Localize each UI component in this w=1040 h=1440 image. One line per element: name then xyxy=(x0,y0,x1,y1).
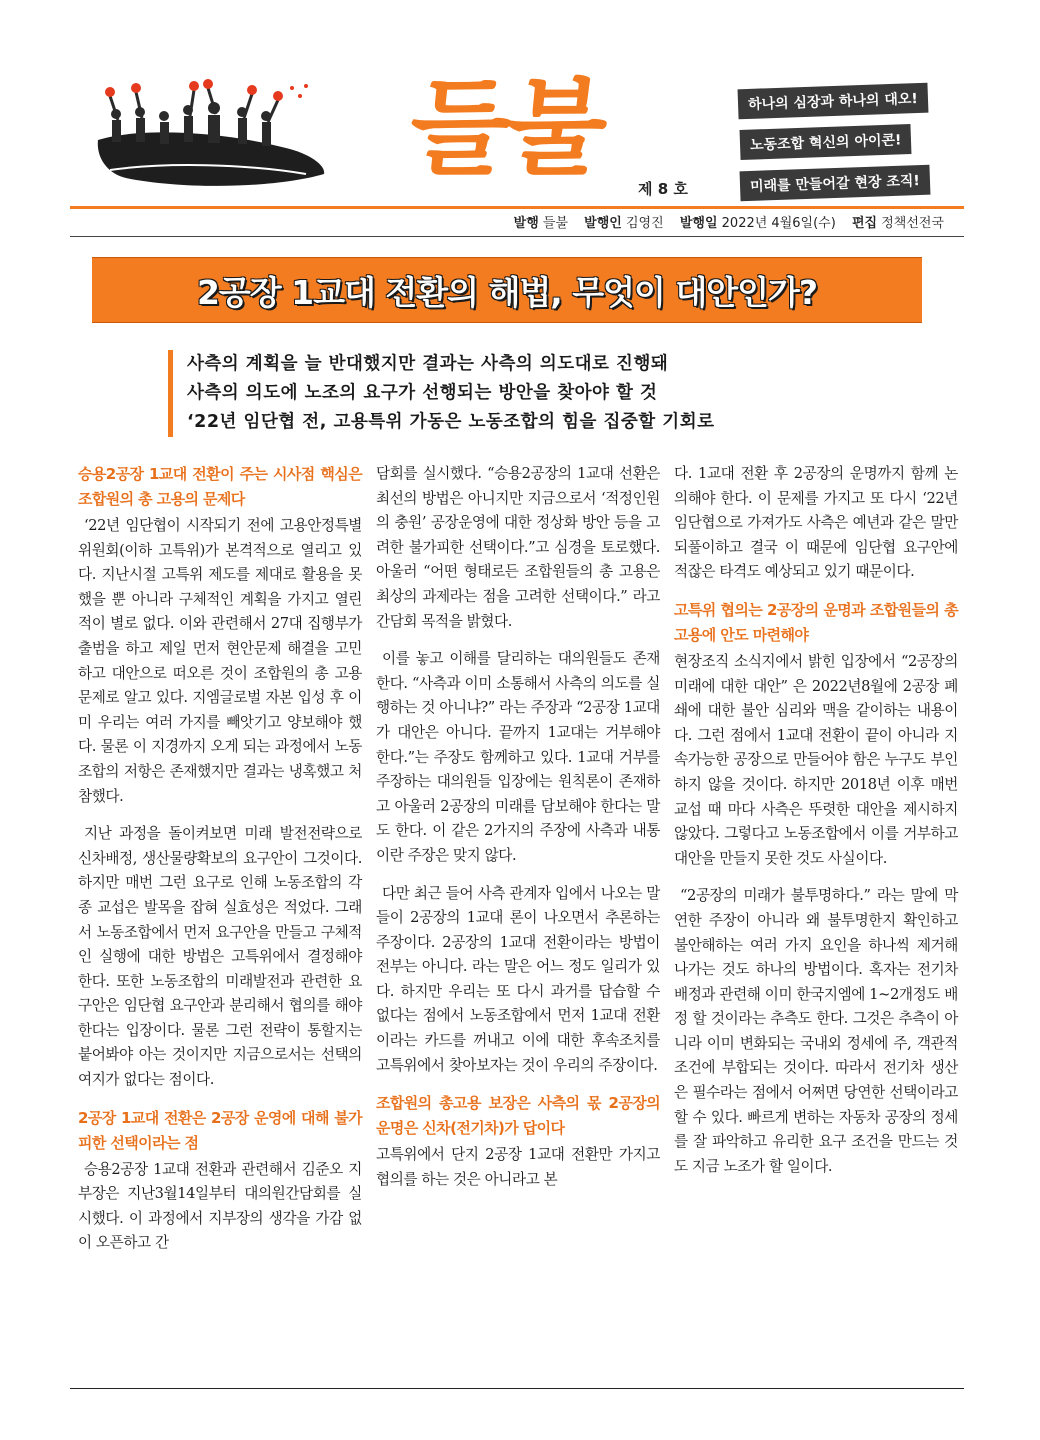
publisher-value: 들불 xyxy=(542,216,569,231)
publisher-label: 발행 xyxy=(513,216,539,231)
slogan-2: 노동조합 혁신의 아이콘! xyxy=(740,124,912,160)
section-heading: 조합원의 총고용 보장은 사측의 몫 2공장의 운명은 신차(전기차)가 답이다 xyxy=(376,1094,660,1138)
article-column-1 xyxy=(78,462,362,1269)
paragraph: 지난 과정을 돌이켜보면 미래 발전전략으로 신차배정, 생산물량확보의 요구안이 그것이다. 하지만 매번 그런 요구로 인해 노동조합의 각종 교섭은 발목을 잡혀 실효성은 적었다. 그래서 노동조합에서 먼저 요구안을 만들고 구체적인 실행에 대한 방법은 고특위에서 결정해야 한다. 또한 노동조합의 미래발전과 관련한 요구안은 임단협 요구안과 분리해서 협의를 해야 한다는 입장이다. 물론 그런 전략이 통할지는 붙어봐야 아는 것이지만 지금으로서는 선택의 여지가 없다는 점이다. xyxy=(78,825,362,1089)
footer-divider xyxy=(70,1388,964,1389)
editor-value: 정책선전국 xyxy=(881,216,944,231)
publication-info xyxy=(514,212,944,231)
paragraph: 다. 1교대 전환 후 2공장의 운명까지 함께 논의해야 한다. 이 문제를 가지고 또 다시 ‘22년 임단협으로 가져가도 사측은 예년과 같은 말만 되풀이하고 결국 이 때문에 임단협 요구안에 적잖은 타격도 예상되고 있기 때문이다. xyxy=(674,465,958,581)
subhead-2: 사측의 의도에 노조의 요구가 선행되는 방안을 찾아야 할 것 xyxy=(187,383,658,403)
paragraph: “2공장의 미래가 불투명하다.” 라는 말에 막연한 주장이 아니라 왜 불투명한지 확인하고 불안해하는 여러 가지 요인을 하나씩 제거해 나가는 것도 하나의 방법이다. 혹자는 전기차 배정과 관련해 이미 한국지엠에 1~2개정도 배정 할 것이라는 추측도 한다. 그것은 추측이 아니라 이미 변화되는 국내외 정세에 주, 객관적 조건에 부합되는 것이다. 따라서 전기차 생산은 필수라는 점에서 어쩌면 당연한 선택이라고 할 수 있다. 빠르게 변하는 자동차 공장의 정세를 잘 파악하고 유리한 요구 조건을 만드는 것도 지금 노조가 할 일이다. xyxy=(674,887,958,1175)
paragraph: 담회를 실시했다. “승용2공장의 1교대 선환은 최선의 방법은 아니지만 지금으로서 ‘적정인원의 충원’ 공장운영에 대한 정상화 방안 등을 고려한 불가피한 선택이다.”고 심경을 토로했다. 아울러 “어떤 형태로든 조합원들의 총 고용은 최상의 과제라는 점을 고려한 선택이다.” 라고 간담회 목적을 밝혔다. xyxy=(376,465,660,630)
article-column-2 xyxy=(376,462,660,1205)
headline-banner xyxy=(92,257,922,323)
issue-number: 제 8 호 xyxy=(638,180,688,198)
section-heading: 고특위 협의는 2공장의 운명과 조합원들의 총고용에 안도 마련해야 xyxy=(674,600,958,644)
paragraph: 현장조직 소식지에서 밝힌 입장에서 “2공장의 미래에 대한 대안” 은 2022년8월에 2공장 폐쇄에 대한 불안 심리와 맥을 같이하는 내용이다. 그런 점에서 1교대 전환이 끝이 아니라 지속가능한 공장으로 만들어야 함은 누구도 부인하지 않을 것이다. 하지만 2018년 이후 매번 교섭 때 마다 사측은 뚜렷한 대안을 제시하지 않았다. 그렇다고 노동조합에서 이를 거부하고 대안을 만들지 못한 것도 사실이다. xyxy=(674,652,958,867)
article-column-3 xyxy=(674,462,958,1192)
pubinfo-divider xyxy=(70,236,964,237)
date-value: 2022년 4월6일(수) xyxy=(721,216,836,231)
paragraph: 다만 최근 들어 사측 관계자 입에서 나오는 말들이 2공장의 1교대 론이 나오면서 추론하는 주장이다. 2공장의 1교대 전환이라는 방법이 전부는 아니다. 라는 말은 어느 정도 일리가 있다. 하지만 우리는 또 다시 과거를 답습할 수 없다는 점에서 노동조합에서 먼저 1교대 전환 이라는 카드를 꺼내고 이에 대한 후속조치를 고특위에서 찾아보자는 것이 우리의 주장이다. xyxy=(376,884,660,1074)
paragraph: 이를 놓고 이해를 달리하는 대의원들도 존재한다. “사측과 이미 소통해서 사측의 의도를 실행하는 것 아니냐?” 라는 주장과 “2공장 1교대가 대안은 아니다. 끝까지 1교대는 거부해야 한다.”는 주장도 함께하고 있다. 1교대 거부를 주장하는 대의원들 입장에는 원칙론이 존재하고 아울러 2공장의 미래를 담보해야 한다는 말도 한다. 이 같은 2가지의 주장에 사측과 내통 이란 주장은 맞지 않다. xyxy=(376,650,660,864)
subhead-block xyxy=(168,350,947,437)
paragraph: ‘22년 임단협이 시작되기 전에 고용안정특별 위원회(이하 고특위)가 본격적으로 열리고 있다. 지난시절 고특위 제도를 제대로 활용을 못했을 뿐 아니라 구체적인 계획을 가지고 열린 적이 별로 없다. 이와 관련해서 27대 집행부가 출범을 하고 제일 먼저 현안문제 해결을 고민하고 대안으로 떠오른 것이 조합원의 총 고용문제로 알고 있다. 지엠글로벌 자본 입성 후 이미 우리는 여러 가지를 빼앗기고 양보해야 했다. 물론 이 지경까지 오게 되는 과정에서 노동조합의 저항은 존재했지만 결과는 냉혹했고 처참했다. xyxy=(78,517,362,805)
slogan-3: 미래를 만들어갈 현장 조직! xyxy=(740,165,931,202)
section-heading: 2공장 1교대 전환은 2공장 운영에 대해 불가피한 선택이라는 점 xyxy=(78,1108,362,1152)
slogan-stack xyxy=(738,86,952,209)
editor-label: 편집 xyxy=(851,216,878,231)
issuer-value: 김영진 xyxy=(626,216,664,231)
date-label: 발행일 xyxy=(679,216,718,231)
masthead-divider xyxy=(70,206,964,209)
subhead-3: ‘22년 임단협 전, 고용특위 가동은 노동조합의 힘을 집중할 기회로 xyxy=(187,412,715,432)
torch-march-logo xyxy=(96,78,332,192)
paragraph: 고특위에서 단지 2공장 1교대 전환만 가지고 협의를 하는 것은 아니라고 본 xyxy=(376,1146,660,1188)
subhead-1: 사측의 계획을 늘 반대했지만 결과는 사측의 의도대로 진행돼 xyxy=(187,354,669,374)
slogan-1: 하나의 심장과 하나의 대오! xyxy=(738,83,929,120)
headline: 2공장 1교대 전환의 해법, 무엇이 대안인가? xyxy=(196,272,818,312)
section-heading: 승용2공장 1교대 전환이 주는 시사점 핵심은 조합원의 총 고용의 문제다 xyxy=(78,465,362,508)
newsletter-title: 들불 xyxy=(403,67,610,189)
paragraph: 승용2공장 1교대 전환과 관련해서 김준오 지부장은 지난3월14일부터 대의원간담회를 실시했다. 이 과정에서 지부장의 생각을 가감 없이 오픈하고 간 xyxy=(78,1160,362,1252)
issuer-label: 발행인 xyxy=(584,216,622,231)
